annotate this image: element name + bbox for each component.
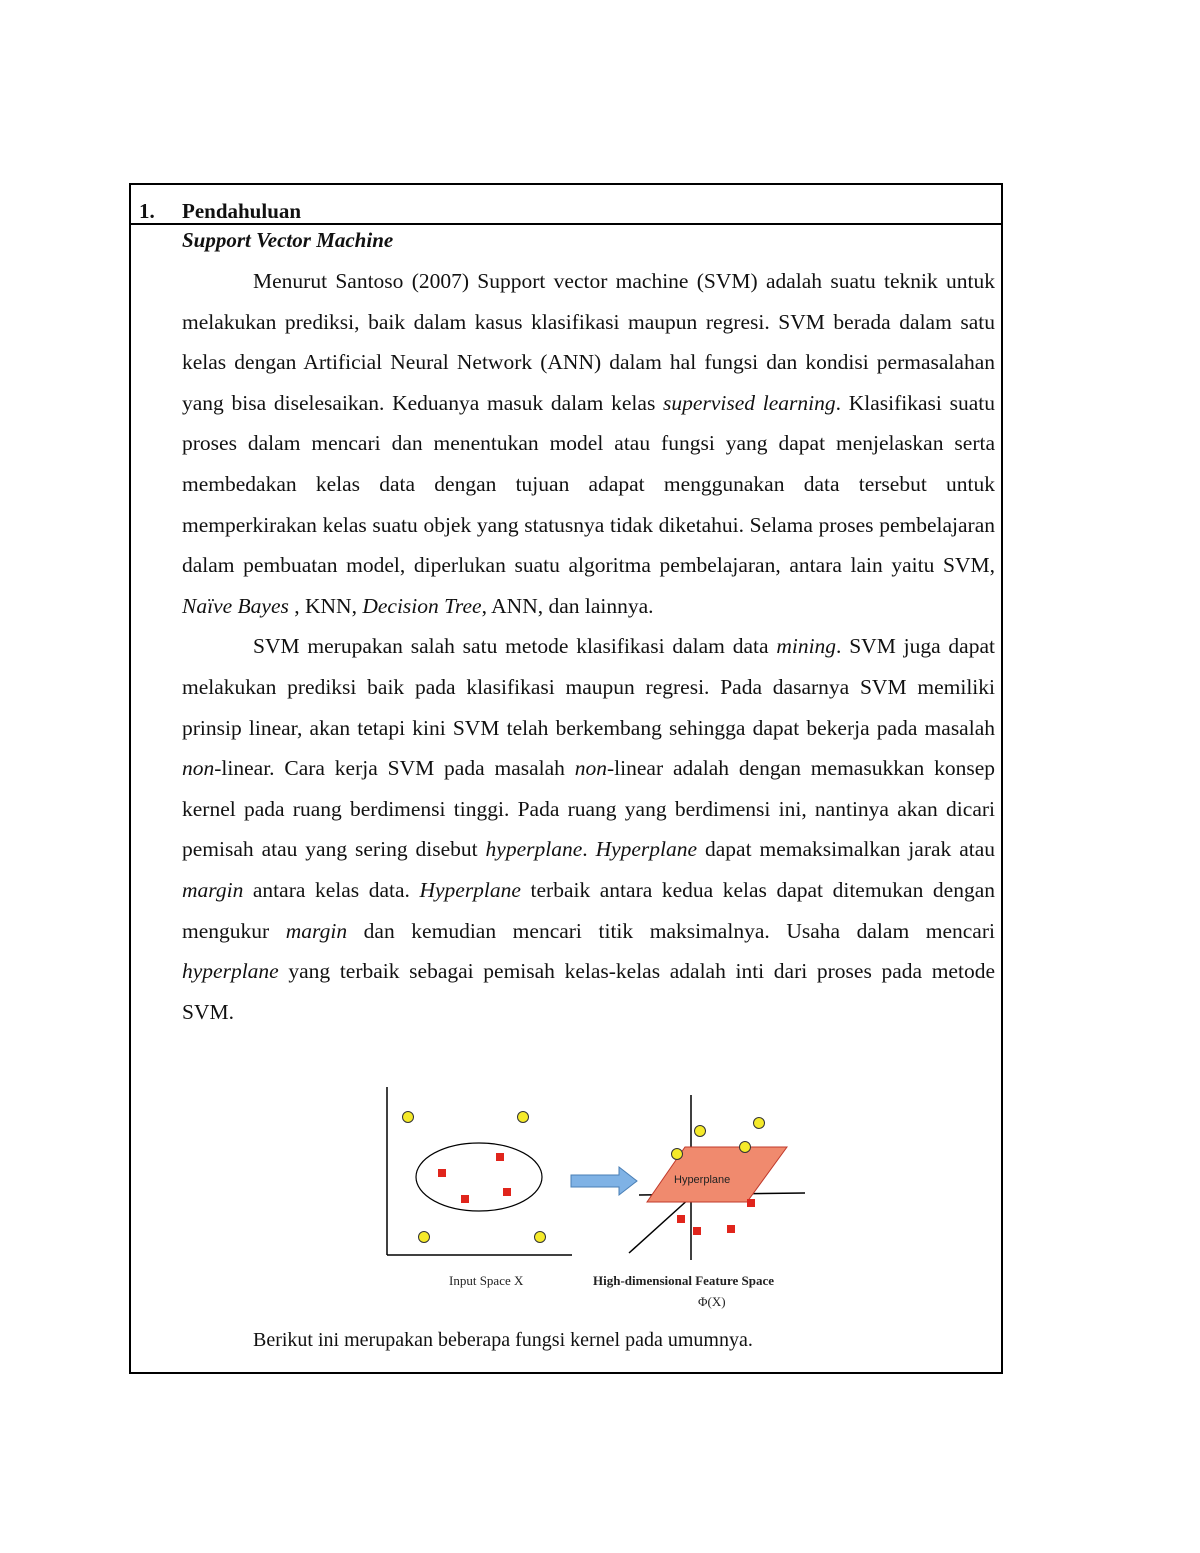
square-point <box>727 1225 735 1233</box>
circle-point <box>672 1149 683 1160</box>
italic-term: non <box>574 756 607 781</box>
circle-point <box>695 1126 706 1137</box>
caption: Berikut ini merupakan beberapa fungsi kernel pada umumnya. <box>253 1329 753 1351</box>
italic-term: non <box>182 756 215 781</box>
svm-kernel-figure <box>367 1085 807 1325</box>
square-point <box>438 1169 446 1177</box>
italic-term: margin <box>285 918 348 943</box>
input-space-label: Input Space X <box>449 1273 524 1288</box>
text-run: terbaik antara kedua kelas dapat ditemukan dengan mengukur <box>182 877 995 943</box>
italic-term: hyperplane <box>485 837 583 862</box>
square-point <box>693 1227 701 1235</box>
text-run: yang terbaik sebagai pemisah kelas-kelas adalah inti dari proses pada metode SVM. <box>182 959 995 1024</box>
paragraph-2 <box>182 626 995 1032</box>
text-run: , KNN, <box>288 593 363 618</box>
text-run: -linear. Cara kerja SVM pada masalah <box>214 756 575 781</box>
text-run: Menurut Santoso (2007) Support vector machine (SVM) adalah suatu teknik untuk melakukan prediksi, baik dalam kasus klasifikasi maupun regresi. SVM berada dalam satu kelas dengan Artificial Neural Network (ANN) dalam hal fungsi dan kondisi permasalahan yang bisa diselesaikan. Keduanya masuk dalam kelas <box>182 269 995 415</box>
mapping-arrow <box>571 1167 637 1195</box>
text-run: . Klasifikasi suatu proses dalam mencari dan menentukan model atau fungsi yang dapat menjelaskan serta membedakan kelas data dengan tujuan adapat menggunakan data tersebut untuk memperkirakan kelas suatu objek yang statusnya tidak diketahui. Selama proses pembelajaran dalam pembuatan model, diperlukan suatu algoritma pembelajaran, antara lain yaitu SVM, <box>182 390 995 578</box>
circle-point <box>419 1232 430 1243</box>
italic-term: mining <box>776 634 837 659</box>
text-run: -linear adalah dengan memasukkan konsep kernel pada ruang berdimensi tinggi. Pada ruang yang berdimensi ini, nantinya akan dicari pemisah atau yang sering disebut <box>182 756 995 862</box>
hyperplane-label: Hyperplane <box>674 1174 731 1186</box>
circle-point <box>740 1142 751 1153</box>
italic-term: Hyperplane <box>595 837 698 862</box>
text-run: , ANN, dan lainnya. <box>481 593 654 618</box>
subheading: Support Vector Machine <box>182 228 394 252</box>
section-title: Pendahuluan <box>182 199 302 223</box>
italic-term: Naïve Bayes <box>182 593 289 618</box>
text-run: SVM merupakan salah satu metode klasifikasi dalam data <box>253 634 777 659</box>
italic-term: supervised learning <box>663 390 836 415</box>
section-content <box>182 225 995 1032</box>
square-point <box>496 1153 504 1161</box>
italic-term: hyperplane <box>182 959 279 984</box>
text-run: . <box>582 837 596 862</box>
square-point <box>461 1195 469 1203</box>
text-run: dapat memaksimalkan jarak atau <box>697 837 996 862</box>
section-header <box>131 185 1001 225</box>
circle-point <box>403 1112 414 1123</box>
text-run: antara kelas data. <box>243 877 420 902</box>
square-point <box>503 1188 511 1196</box>
text-run: . SVM juga dapat melakukan prediksi baik pada klasifikasi maupun regresi. Pada dasarnya SVM memiliki prinsip linear, akan tetapi kini SVM telah berkembang sehingga dapat bekerja pada masalah <box>182 634 995 740</box>
feature-space-label: High-dimensional Feature Space <box>593 1273 775 1288</box>
italic-term: Decision Tree <box>362 593 482 618</box>
feature-map-label: Φ(X) <box>698 1294 726 1309</box>
input-space-axes <box>387 1087 572 1255</box>
circle-point <box>518 1112 529 1123</box>
section-box <box>129 183 1003 1374</box>
italic-term: Hyperplane <box>419 877 521 902</box>
class-boundary-ellipse <box>416 1143 542 1211</box>
svm-diagram <box>367 1085 807 1325</box>
square-point <box>677 1215 685 1223</box>
text-run: dan kemudian mencari titik maksimalnya. Usaha dalam mencari <box>347 918 995 943</box>
italic-term: margin <box>182 877 244 902</box>
circle-point <box>754 1118 765 1129</box>
square-point <box>747 1199 755 1207</box>
section-number: 1. <box>139 199 155 223</box>
paragraph-1 <box>182 261 995 626</box>
circle-point <box>535 1232 546 1243</box>
